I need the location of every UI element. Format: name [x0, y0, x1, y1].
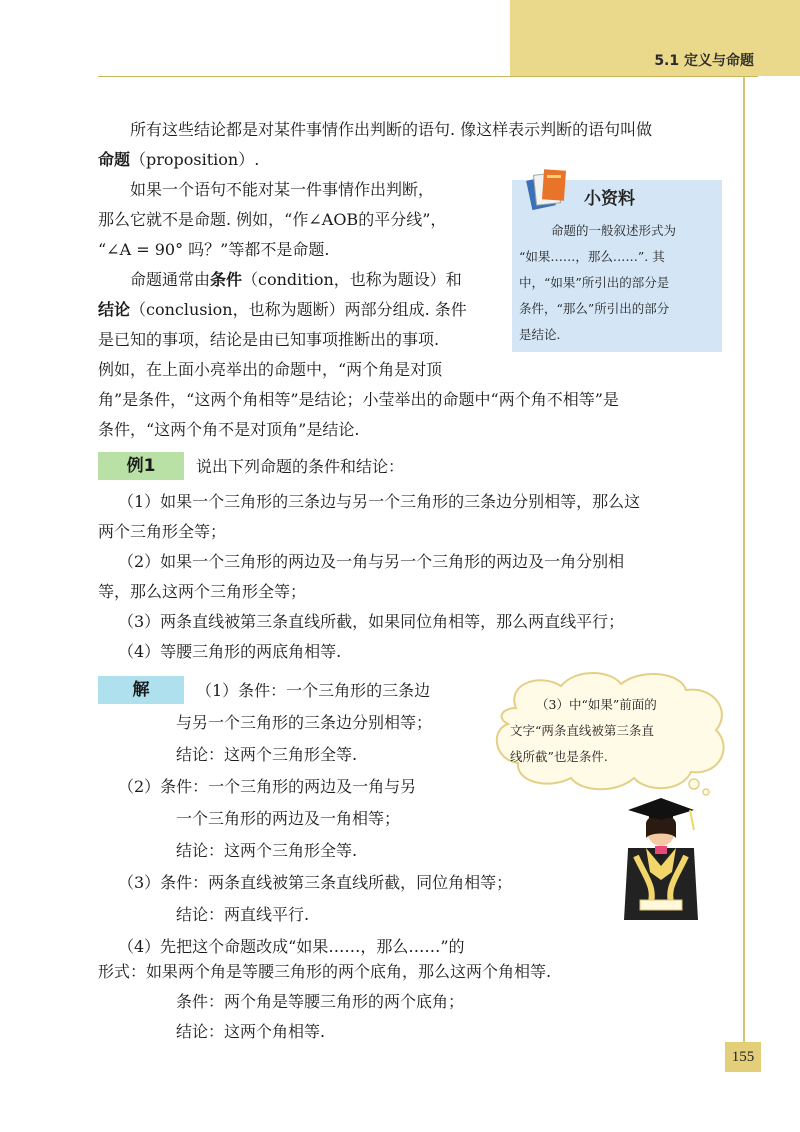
sidebar-title: 小资料: [584, 189, 635, 209]
para2-line2: 那么它就不是命题. 例如，“作∠AOB的平分线”，: [98, 210, 447, 229]
para2-line3: “∠A = 90° 吗？”等都不是命题.: [98, 240, 330, 259]
solution-line-8: 结论：两直线平行.: [176, 905, 310, 924]
cloud-line-1: （3）中“如果”前面的: [536, 697, 657, 712]
example-line-4: 等，那么这两个三角形全等；: [98, 582, 307, 601]
example-label: 例1: [98, 452, 184, 480]
solution-line-9: （4）先把这个命题改成“如果……，那么……”的: [118, 937, 465, 956]
solution-line-1: （1）条件：一个三角形的三条边: [196, 681, 431, 700]
example-line-3: （2）如果一个三角形的两边及一角与另一个三角形的两边及一角分别相: [118, 552, 625, 571]
solution-line-11: 条件：两个角是等腰三角形的两个底角；: [176, 992, 465, 1011]
solution-line-7: （3）条件：两条直线被第三条直线所截，同位角相等；: [118, 873, 513, 892]
para3-line1-a: 命题通常由: [130, 270, 211, 289]
para3-line3: 是已知的事项，结论是由已知事项推断出的事项.: [98, 330, 440, 349]
book-icon: [525, 166, 569, 212]
para3-line2-rest: （conclusion，也称为题断）两部分组成. 条件: [130, 300, 467, 319]
para1-line2-rest: （proposition）.: [130, 150, 260, 169]
example-line-1: （1）如果一个三角形的三条边与另一个三角形的三条边分别相等，那么这: [118, 492, 641, 511]
solution-line-4: （2）条件：一个三角形的两边及一角与另: [118, 777, 417, 796]
para3-line6: 条件，“这两个角不是对顶角”是结论.: [98, 420, 360, 439]
para3-line4: 例如，在上面小亮举出的命题中，“两个角是对顶: [98, 360, 443, 379]
cloud-line-2: 文字“两条直线被第三条直: [510, 723, 654, 738]
para3-line2: [98, 298, 467, 322]
sidebar-line-3: 中，“如果”所引出的部分是: [519, 275, 670, 290]
solution-line-6: 结论：这两个三角形全等.: [176, 841, 358, 860]
solution-line-10: 形式：如果两个角是等腰三角形的两个底角，那么这两个角相等.: [98, 962, 552, 981]
page-number: 155: [725, 1042, 761, 1072]
example-prompt: 说出下列命题的条件和结论：: [196, 457, 405, 476]
sidebar-line-4: 条件，“那么”所引出的部分: [519, 301, 670, 316]
cloud-line-3: 线所截”也是条件.: [510, 749, 608, 764]
para3-line1-b: （condition，也称为题设）和: [242, 270, 462, 289]
solution-line-5: 一个三角形的两边及一角相等；: [176, 809, 401, 828]
para2-line1: 如果一个语句不能对某一件事情作出判断，: [130, 180, 435, 199]
para1-line2: [98, 148, 259, 172]
para3-line5: 角”是条件，“这两个角相等”是结论；小莹举出的命题中“两个角不相等”是: [98, 390, 619, 409]
sidebar-line-5: 是结论.: [519, 327, 561, 342]
graduate-illustration: [606, 788, 716, 920]
term-proposition: 命题: [98, 150, 131, 169]
term-condition: 条件: [210, 270, 243, 289]
para1-line1: 所有这些结论都是对某件事情作出判断的语句. 像这样表示判断的语句叫做: [130, 120, 653, 139]
example-line-2: 两个三角形全等；: [98, 522, 227, 541]
sidebar-line-2: “如果……，那么……”. 其: [519, 249, 665, 264]
solution-line-2: 与另一个三角形的三条边分别相等；: [176, 713, 433, 732]
section-title: 5.1 定义与命题: [654, 53, 754, 69]
header-rule: [98, 76, 758, 77]
solution-line-3: 结论：这两个三角形全等.: [176, 745, 358, 764]
para3-line1: [130, 268, 462, 292]
solution-line-12: 结论：这两个角相等.: [176, 1022, 326, 1041]
sidebar-line-1: 命题的一般叙述形式为: [551, 223, 677, 238]
term-conclusion: 结论: [98, 300, 131, 319]
example-line-6: （4）等腰三角形的两底角相等.: [118, 642, 342, 661]
example-line-5: （3）两条直线被第三条直线所截，如果同位角相等，那么两直线平行；: [118, 612, 625, 631]
solution-label: 解: [98, 676, 184, 704]
